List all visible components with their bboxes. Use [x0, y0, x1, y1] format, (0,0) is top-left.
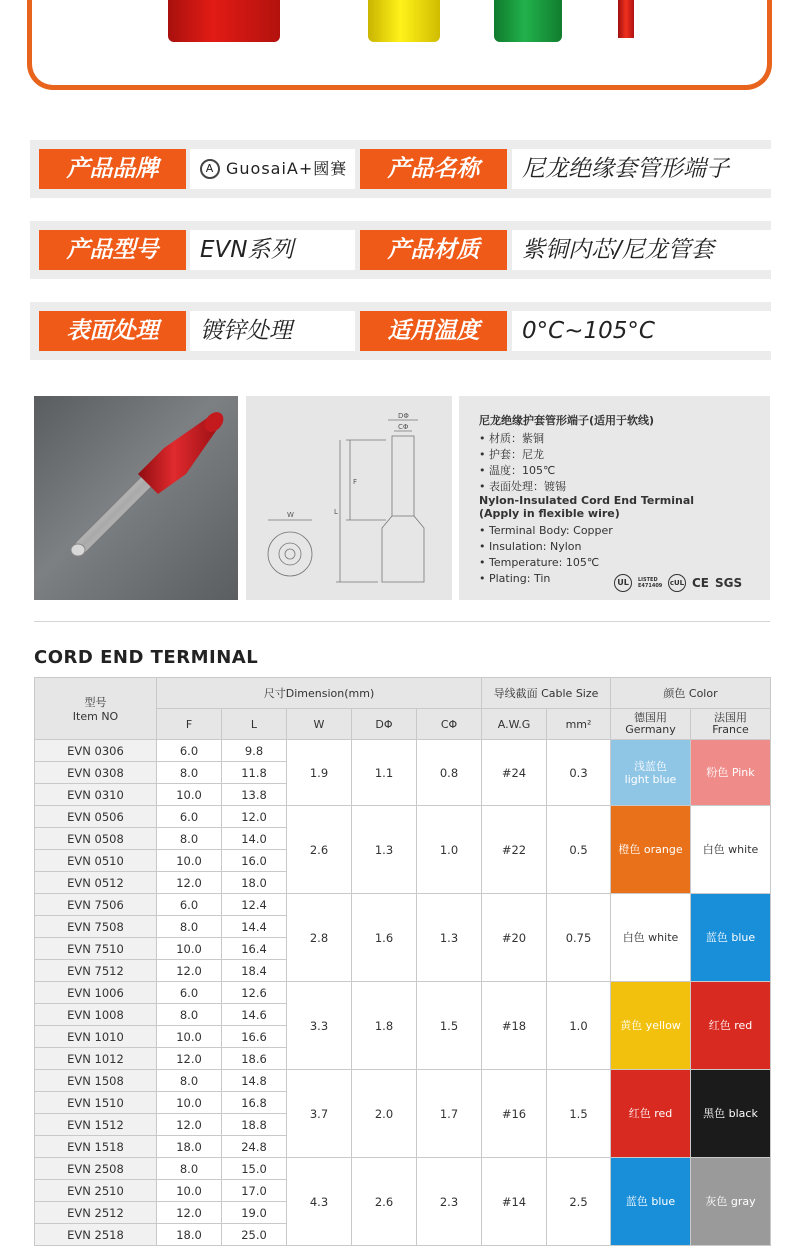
f-header: F	[157, 709, 222, 740]
l-cell: 24.8	[222, 1136, 287, 1158]
mm2-header: mm²	[547, 709, 611, 740]
spec-row-brand	[30, 140, 771, 198]
color-name: 红色 red	[628, 1107, 673, 1120]
cul-mark-icon: cUL	[668, 574, 686, 592]
l-cell: 17.0	[222, 1180, 287, 1202]
color-name: 蓝色 blue	[705, 931, 756, 944]
product-photo	[34, 396, 238, 600]
d-phi-cell: 1.3	[352, 806, 417, 894]
l-cell: 18.6	[222, 1048, 287, 1070]
w-cell: 3.3	[287, 982, 352, 1070]
d-phi-cell: 1.8	[352, 982, 417, 1070]
w-cell: 3.7	[287, 1070, 352, 1158]
l-cell: 18.0	[222, 872, 287, 894]
france-color-swatch	[691, 806, 771, 894]
info-en-item: • Temperature: 105℃	[479, 556, 600, 569]
color-header: 颜色 Color	[611, 678, 771, 709]
info-en-item: • Insulation: Nylon	[479, 540, 582, 553]
table-row	[35, 806, 771, 828]
technical-drawing	[246, 396, 452, 600]
france-color-swatch	[691, 894, 771, 982]
awg-cell: #14	[482, 1158, 547, 1246]
color-name: 粉色 Pink	[706, 766, 755, 779]
f-cell: 8.0	[157, 762, 222, 784]
awg-cell: #20	[482, 894, 547, 982]
f-label: F	[353, 478, 358, 486]
c-phi-header: CΦ	[417, 709, 482, 740]
color-name: 白色 white	[702, 843, 759, 856]
ce-mark-icon: CE	[692, 576, 710, 590]
item-no-cell: EVN 2510	[35, 1180, 157, 1202]
f-cell: 8.0	[157, 1004, 222, 1026]
germany-color-swatch	[611, 1158, 691, 1246]
awg-cell: #18	[482, 982, 547, 1070]
brand-logo-icon: A	[200, 159, 220, 179]
l-cell: 16.4	[222, 938, 287, 960]
l-cell: 14.6	[222, 1004, 287, 1026]
d-phi-cell: 1.6	[352, 894, 417, 982]
item-no-cell: EVN 7506	[35, 894, 157, 916]
item-no-en: Item NO	[72, 710, 119, 723]
c-phi-cell: 1.5	[417, 982, 482, 1070]
germany-color-swatch	[611, 806, 691, 894]
item-no-cell: EVN 0508	[35, 828, 157, 850]
color-name: 黄色 yellow	[620, 1019, 681, 1032]
table-row	[35, 982, 771, 1004]
item-no-cell: EVN 1012	[35, 1048, 157, 1070]
w-cell: 2.8	[287, 894, 352, 982]
color-name: 橙色 orange	[618, 843, 683, 856]
germany-en: Germany	[625, 723, 676, 736]
product-hero-frame	[27, 0, 772, 90]
awg-cell: #16	[482, 1070, 547, 1158]
item-no-cell: EVN 0512	[35, 872, 157, 894]
spec-label: 产品品牌	[39, 149, 186, 189]
f-cell: 8.0	[157, 828, 222, 850]
ul-mark-icon: UL	[614, 574, 632, 592]
brand-value	[190, 149, 355, 189]
dimension-header: 尺寸Dimension(mm)	[157, 678, 482, 709]
color-name: 蓝色 blue	[625, 1195, 676, 1208]
mm2-cell: 1.5	[547, 1070, 611, 1158]
table-row	[35, 740, 771, 762]
l-cell: 14.4	[222, 916, 287, 938]
item-no-cell: EVN 0306	[35, 740, 157, 762]
spec-value: 紫铜内芯/尼龙管套	[512, 230, 771, 270]
f-cell: 10.0	[157, 784, 222, 806]
l-cell: 12.0	[222, 806, 287, 828]
l-cell: 18.4	[222, 960, 287, 982]
product-info-box	[459, 396, 770, 600]
c-phi-cell: 0.8	[417, 740, 482, 806]
f-cell: 18.0	[157, 1136, 222, 1158]
l-cell: 16.8	[222, 1092, 287, 1114]
info-cn-item: • 护套：尼龙	[479, 448, 544, 461]
l-cell: 14.8	[222, 1070, 287, 1092]
germany-color-swatch	[611, 740, 691, 806]
info-cn-item: • 材质：紫铜	[479, 432, 544, 445]
f-cell: 10.0	[157, 1026, 222, 1048]
item-no-cell: EVN 7510	[35, 938, 157, 960]
spec-label: 产品材质	[360, 230, 507, 270]
cable-size-header: 导线截面 Cable Size	[482, 678, 611, 709]
red-ferrule-image	[168, 0, 280, 42]
awg-cell: #22	[482, 806, 547, 894]
c-phi-cell: 1.7	[417, 1070, 482, 1158]
f-cell: 8.0	[157, 916, 222, 938]
france-color-swatch	[691, 1070, 771, 1158]
f-cell: 6.0	[157, 806, 222, 828]
color-name: 红色 red	[708, 1019, 753, 1032]
item-no-cell: EVN 7508	[35, 916, 157, 938]
mm2-cell: 0.3	[547, 740, 611, 806]
table-title: CORD END TERMINAL	[34, 647, 259, 668]
info-en-title: Nylon-Insulated Cord End Terminal	[479, 494, 695, 507]
table-row	[35, 894, 771, 916]
germany-color-swatch	[611, 894, 691, 982]
mm2-cell: 1.0	[547, 982, 611, 1070]
small-red-ferrule-image	[618, 0, 634, 38]
table-row	[35, 1070, 771, 1092]
info-en-item: • Terminal Body: Copper	[479, 524, 613, 537]
l-cell: 9.8	[222, 740, 287, 762]
germany-cn: 德国用	[634, 711, 667, 724]
l-cell: 12.6	[222, 982, 287, 1004]
l-cell: 16.0	[222, 850, 287, 872]
f-cell: 12.0	[157, 872, 222, 894]
f-cell: 12.0	[157, 1048, 222, 1070]
f-cell: 12.0	[157, 960, 222, 982]
item-no-cell: EVN 1008	[35, 1004, 157, 1026]
f-cell: 6.0	[157, 894, 222, 916]
france-color-swatch	[691, 982, 771, 1070]
f-cell: 6.0	[157, 740, 222, 762]
d-phi-label: DΦ	[398, 412, 409, 420]
spec-value: 镀锌处理	[190, 311, 355, 351]
w-label: W	[287, 511, 294, 519]
france-color-swatch	[691, 1158, 771, 1246]
spec-row-surface	[30, 302, 771, 360]
item-no-cell: EVN 0308	[35, 762, 157, 784]
spec-label: 产品型号	[39, 230, 186, 270]
l-cell: 18.8	[222, 1114, 287, 1136]
item-no-cell: EVN 2508	[35, 1158, 157, 1180]
f-cell: 12.0	[157, 1114, 222, 1136]
d-phi-cell: 2.0	[352, 1070, 417, 1158]
item-no-cell: EVN 1510	[35, 1092, 157, 1114]
section-divider	[34, 621, 770, 622]
spec-row-model	[30, 221, 771, 279]
germany-color-swatch	[611, 1070, 691, 1158]
germany-color-swatch	[611, 982, 691, 1070]
color-name: 白色 white	[622, 931, 679, 944]
brand-name: GuosaiA+國賽	[226, 159, 348, 178]
f-cell: 8.0	[157, 1158, 222, 1180]
f-cell: 12.0	[157, 1202, 222, 1224]
c-phi-cell: 1.3	[417, 894, 482, 982]
item-no-cell: EVN 1010	[35, 1026, 157, 1048]
f-cell: 10.0	[157, 850, 222, 872]
yellow-ferrule-image	[368, 0, 440, 42]
green-ferrule-image	[494, 0, 562, 42]
f-cell: 6.0	[157, 982, 222, 1004]
awg-cell: #24	[482, 740, 547, 806]
info-en-subtitle: (Apply in flexible wire)	[479, 507, 620, 520]
item-no-cell: EVN 1518	[35, 1136, 157, 1158]
spec-value: 尼龙绝缘套管形端子	[512, 149, 771, 189]
f-cell: 10.0	[157, 1180, 222, 1202]
item-no-cell: EVN 2518	[35, 1224, 157, 1246]
w-cell: 1.9	[287, 740, 352, 806]
f-cell: 10.0	[157, 938, 222, 960]
item-no-cell: EVN 1006	[35, 982, 157, 1004]
l-cell: 16.6	[222, 1026, 287, 1048]
f-cell: 10.0	[157, 1092, 222, 1114]
l-label: L	[334, 508, 338, 516]
info-cn-item: • 表面处理：镀锡	[479, 480, 566, 493]
spec-table-body	[35, 740, 771, 1246]
spec-value: 0°C~105°C	[512, 311, 771, 351]
france-color-swatch	[691, 740, 771, 806]
mm2-cell: 0.5	[547, 806, 611, 894]
c-phi-cell: 2.3	[417, 1158, 482, 1246]
w-header: W	[287, 709, 352, 740]
c-phi-cell: 1.0	[417, 806, 482, 894]
l-cell: 14.0	[222, 828, 287, 850]
spec-label: 产品名称	[360, 149, 507, 189]
spec-label: 表面处理	[39, 311, 186, 351]
mm2-cell: 0.75	[547, 894, 611, 982]
item-no-cell: EVN 2512	[35, 1202, 157, 1224]
l-cell: 13.8	[222, 784, 287, 806]
l-cell: 15.0	[222, 1158, 287, 1180]
item-no-cell: EVN 0310	[35, 784, 157, 806]
item-no-cell: EVN 0510	[35, 850, 157, 872]
item-no-header	[35, 678, 157, 740]
ul-listed-text: LISTED E471409	[638, 577, 663, 589]
france-en: France	[712, 723, 749, 736]
mm2-cell: 2.5	[547, 1158, 611, 1246]
l-cell: 19.0	[222, 1202, 287, 1224]
france-cn: 法国用	[714, 711, 747, 724]
l-cell: 25.0	[222, 1224, 287, 1246]
info-cn-item: • 温度：105℃	[479, 464, 556, 477]
l-cell: 12.4	[222, 894, 287, 916]
item-no-cell: EVN 7512	[35, 960, 157, 982]
c-phi-label: CΦ	[398, 423, 409, 431]
certifications	[614, 574, 742, 592]
l-header: L	[222, 709, 287, 740]
d-phi-cell: 1.1	[352, 740, 417, 806]
l-cell: 11.8	[222, 762, 287, 784]
ferrule-photo-icon	[34, 396, 238, 600]
color-name: 灰色 gray	[705, 1195, 756, 1208]
info-en-item: • Plating: Tin	[479, 572, 551, 585]
color-name: 黑色 black	[703, 1107, 758, 1120]
f-cell: 8.0	[157, 1070, 222, 1092]
sgs-mark-icon: SGS	[715, 576, 743, 590]
w-cell: 2.6	[287, 806, 352, 894]
f-cell: 18.0	[157, 1224, 222, 1246]
item-no-cell: EVN 1512	[35, 1114, 157, 1136]
info-cn-title: 尼龙绝缘护套管形端子(适用于软线)	[479, 414, 655, 427]
color-name: 浅蓝色	[634, 759, 667, 773]
spec-table	[34, 677, 771, 1246]
item-no-cell: EVN 0506	[35, 806, 157, 828]
color-name-en: light blue	[624, 772, 677, 786]
spec-value: EVN系列	[190, 230, 355, 270]
item-no-cn: 型号	[84, 696, 107, 709]
spec-label: 适用温度	[360, 311, 507, 351]
awg-header: A.W.G	[482, 709, 547, 740]
table-row	[35, 1158, 771, 1180]
france-header	[691, 709, 771, 740]
dimension-drawing-icon	[246, 396, 452, 600]
item-no-cell: EVN 1508	[35, 1070, 157, 1092]
d-phi-header: DΦ	[352, 709, 417, 740]
germany-header	[611, 709, 691, 740]
w-cell: 4.3	[287, 1158, 352, 1246]
d-phi-cell: 2.6	[352, 1158, 417, 1246]
